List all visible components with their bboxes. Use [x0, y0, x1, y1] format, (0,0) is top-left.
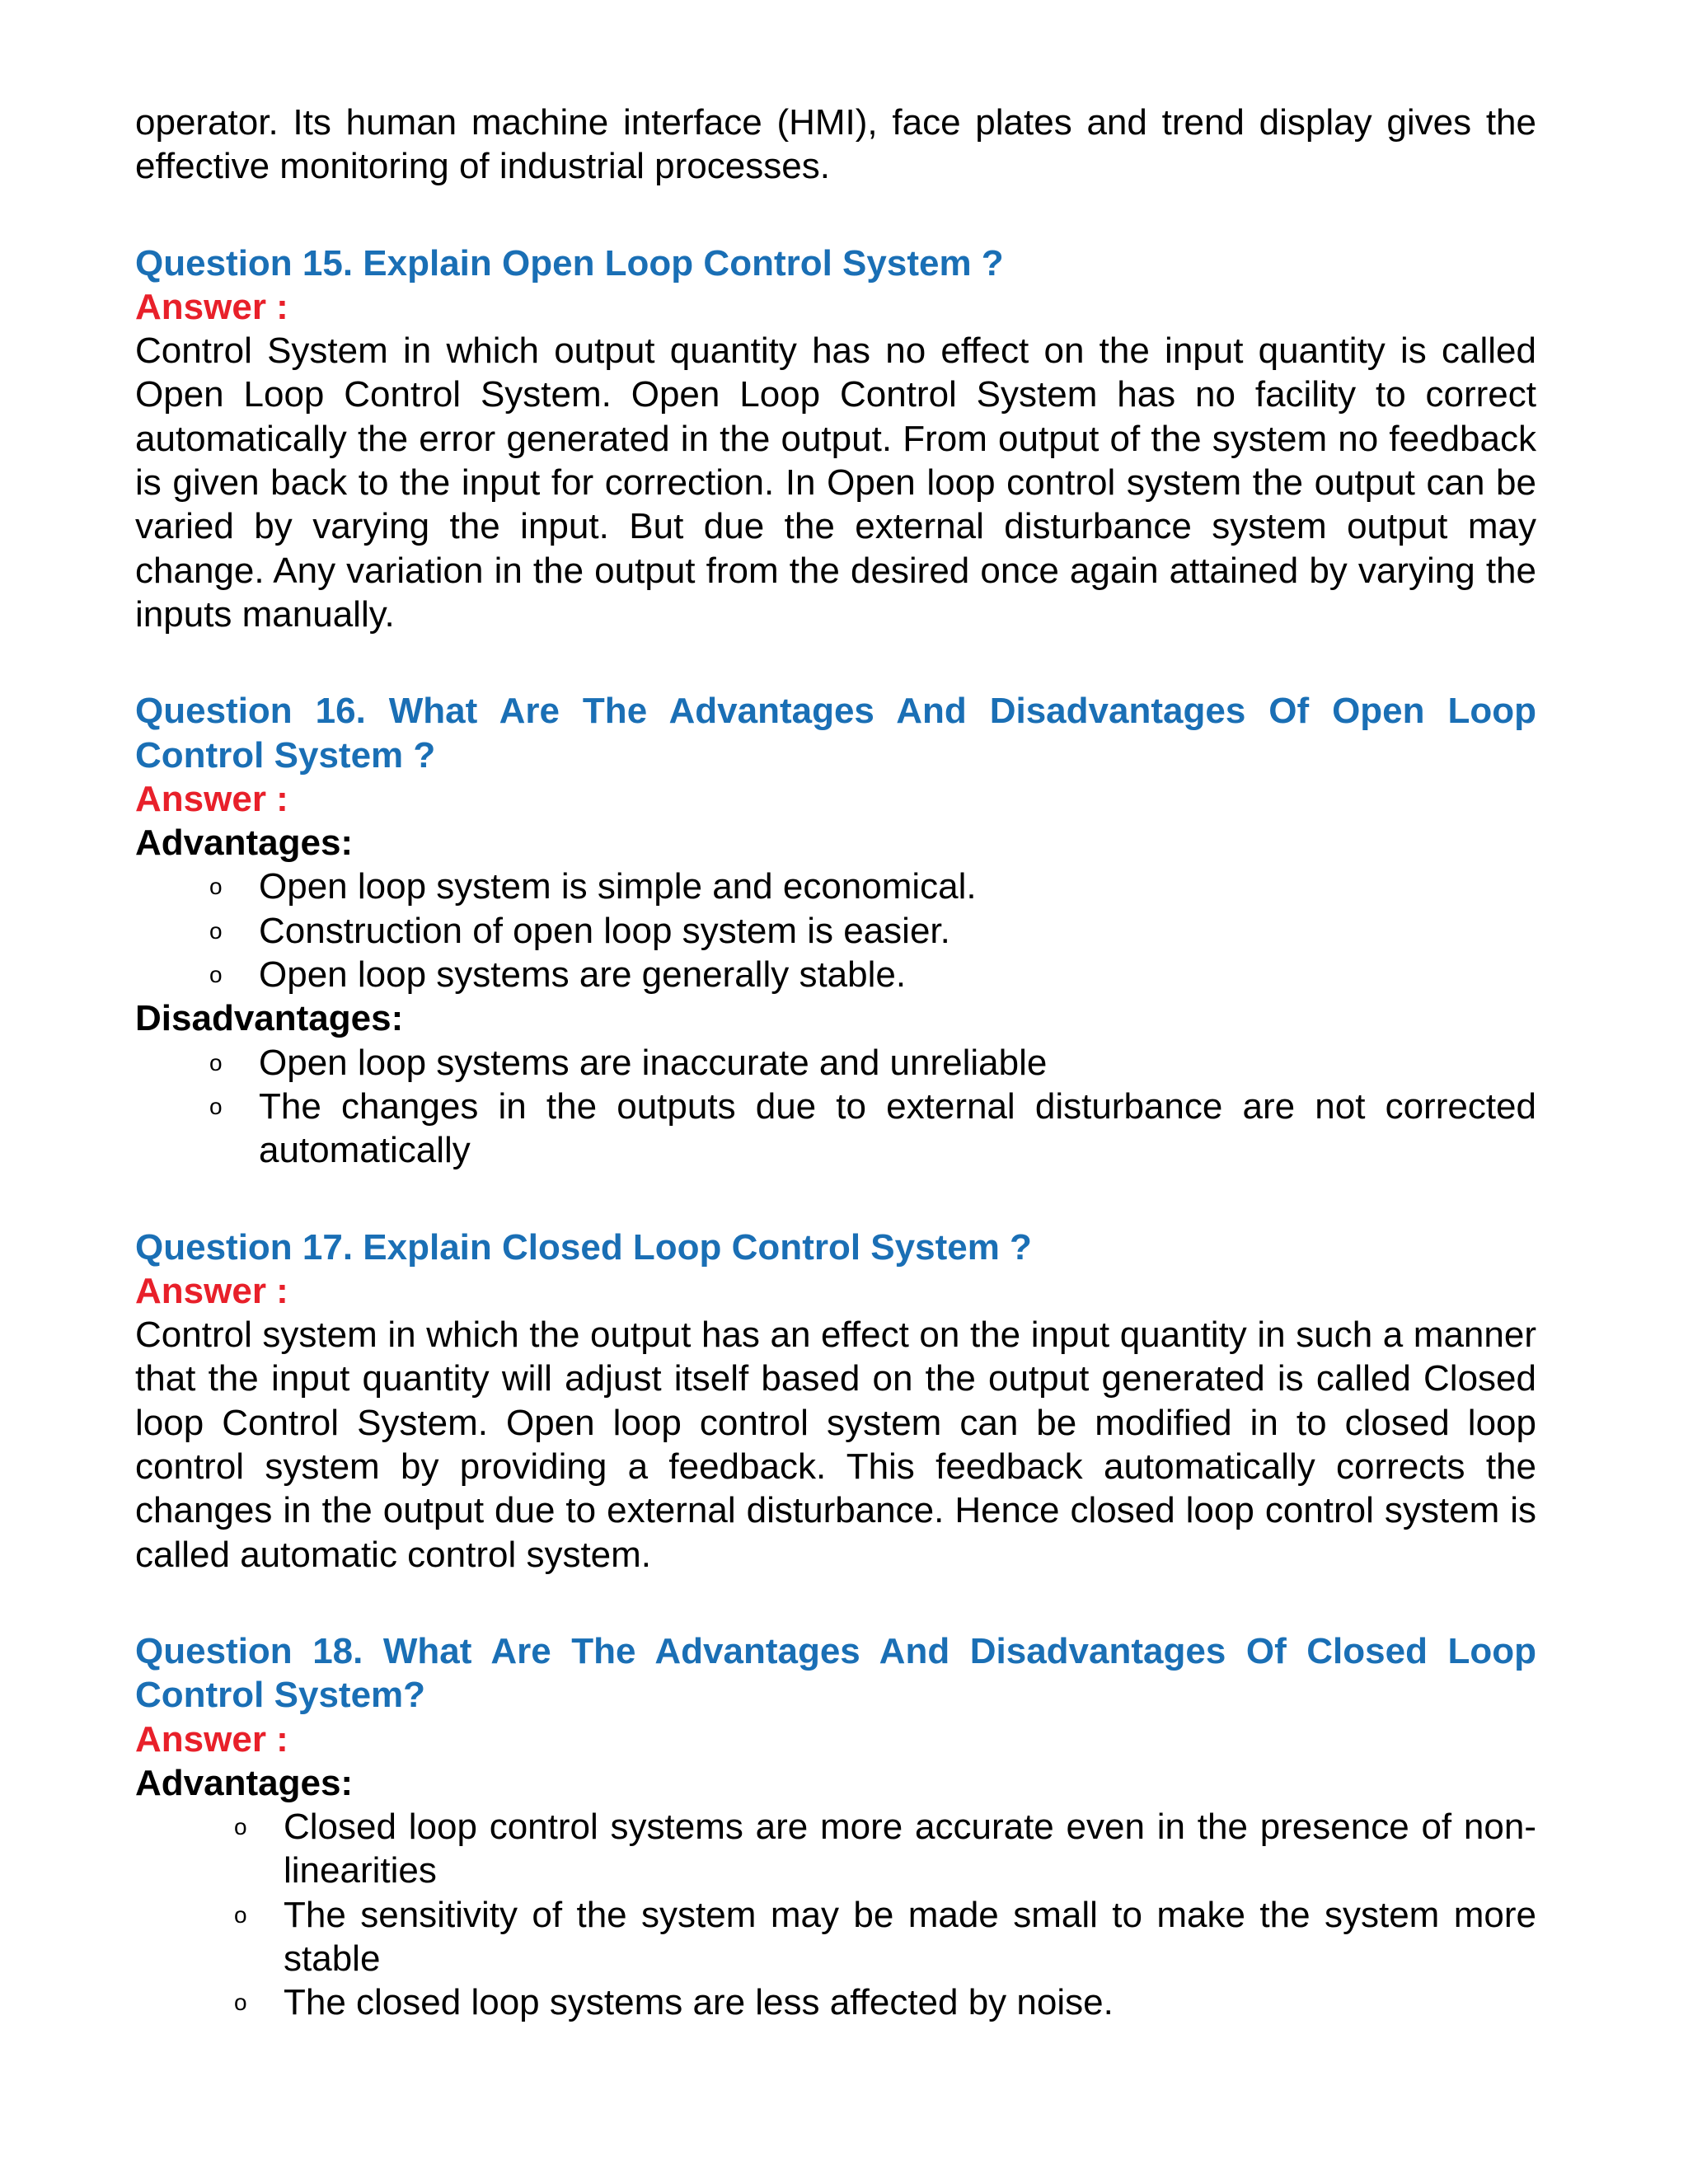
list-item-text: Closed loop control systems are more accurate even in the presence of non-linearities — [284, 1807, 1536, 1891]
section-spacer — [135, 636, 1536, 689]
list-item — [135, 953, 1536, 996]
bullet-circle-icon: o — [234, 1901, 247, 1928]
question-15-answer: Control System in which output quantity has no effect on the input quantity is called Open Loop Control System. Open Loop Control System has no facility to correct automatically the error generated in the output. From output of the system no feedback is given back to the input for correction. In Open loop control system the output can be varied by varying the input. But due the external disturbance system output may change. Any variation in the output from the desired once again attained by varying the inputs manually. — [135, 330, 1536, 635]
bullet-circle-icon: o — [234, 1990, 247, 2016]
answer-label: Answer : — [135, 286, 288, 327]
question-18-title: Question 18. What Are The Advantages And Disadvantages Of Closed Loop Control System? — [135, 1630, 1536, 1716]
disadvantages-heading: Disadvantages: — [135, 998, 404, 1039]
list-item — [135, 1805, 1536, 1893]
list-item-text: The sensitivity of the system may be made small to make the system more stable — [284, 1894, 1536, 1979]
answer-label: Answer : — [135, 778, 288, 819]
document-page — [135, 101, 1536, 2025]
list-item-text: Open loop system is simple and economical. — [259, 866, 977, 907]
bullet-circle-icon: o — [209, 962, 223, 988]
list-item — [135, 1980, 1536, 2024]
bullet-circle-icon: o — [234, 1814, 247, 1840]
answer-label: Answer : — [135, 1718, 288, 1760]
advantages-list — [135, 1805, 1536, 2024]
question-17-title: Question 17. Explain Closed Loop Control System ? — [135, 1226, 1032, 1268]
list-item-text: Open loop systems are inaccurate and unreliable — [259, 1042, 1048, 1083]
list-item — [135, 909, 1536, 953]
list-item — [135, 1041, 1536, 1085]
list-item-text: Open loop systems are generally stable. — [259, 954, 907, 996]
question-18-section — [135, 1629, 1536, 2025]
section-spacer — [135, 1577, 1536, 1629]
question-15-title: Question 15. Explain Open Loop Control System ? — [135, 242, 1004, 284]
advantages-heading: Advantages: — [135, 823, 354, 864]
question-17-answer: Control system in which the output has an effect on the input quantity in such a manner that the input quantity will adjust itself based on the output generated is called Closed loop Control System. Open loop control system can be modified in to closed loop control system by providing a feedback. This feedback automatically corrects the changes in the output due to external disturbance. Hence closed loop control system is called automatic control system. — [135, 1315, 1536, 1575]
intro-paragraph: operator. Its human machine interface (HMI), face plates and trend display gives the effective monitoring of industrial processes. — [135, 102, 1536, 187]
list-item — [135, 1085, 1536, 1173]
bullet-circle-icon: o — [209, 1093, 223, 1119]
disadvantages-list — [135, 1041, 1536, 1173]
list-item-text: The closed loop systems are less affected by noise. — [284, 1982, 1114, 2023]
advantages-heading: Advantages: — [135, 1762, 354, 1803]
list-item — [135, 865, 1536, 908]
advantages-list — [135, 865, 1536, 996]
question-17-section — [135, 1226, 1536, 1577]
bullet-circle-icon: o — [209, 917, 223, 944]
question-16-section — [135, 689, 1536, 1172]
bullet-circle-icon: o — [209, 874, 223, 900]
section-spacer — [135, 1173, 1536, 1226]
list-item-text: The changes in the outputs due to external disturbance are not corrected automatically — [259, 1085, 1536, 1171]
list-item-text: Construction of open loop system is easier. — [259, 910, 950, 951]
question-16-title: Question 16. What Are The Advantages And Disadvantages Of Open Loop Control System ? — [135, 691, 1536, 776]
list-item — [135, 1893, 1536, 1981]
bullet-circle-icon: o — [209, 1049, 223, 1076]
section-spacer — [135, 189, 1536, 241]
answer-label: Answer : — [135, 1270, 288, 1311]
question-15-section — [135, 241, 1536, 637]
